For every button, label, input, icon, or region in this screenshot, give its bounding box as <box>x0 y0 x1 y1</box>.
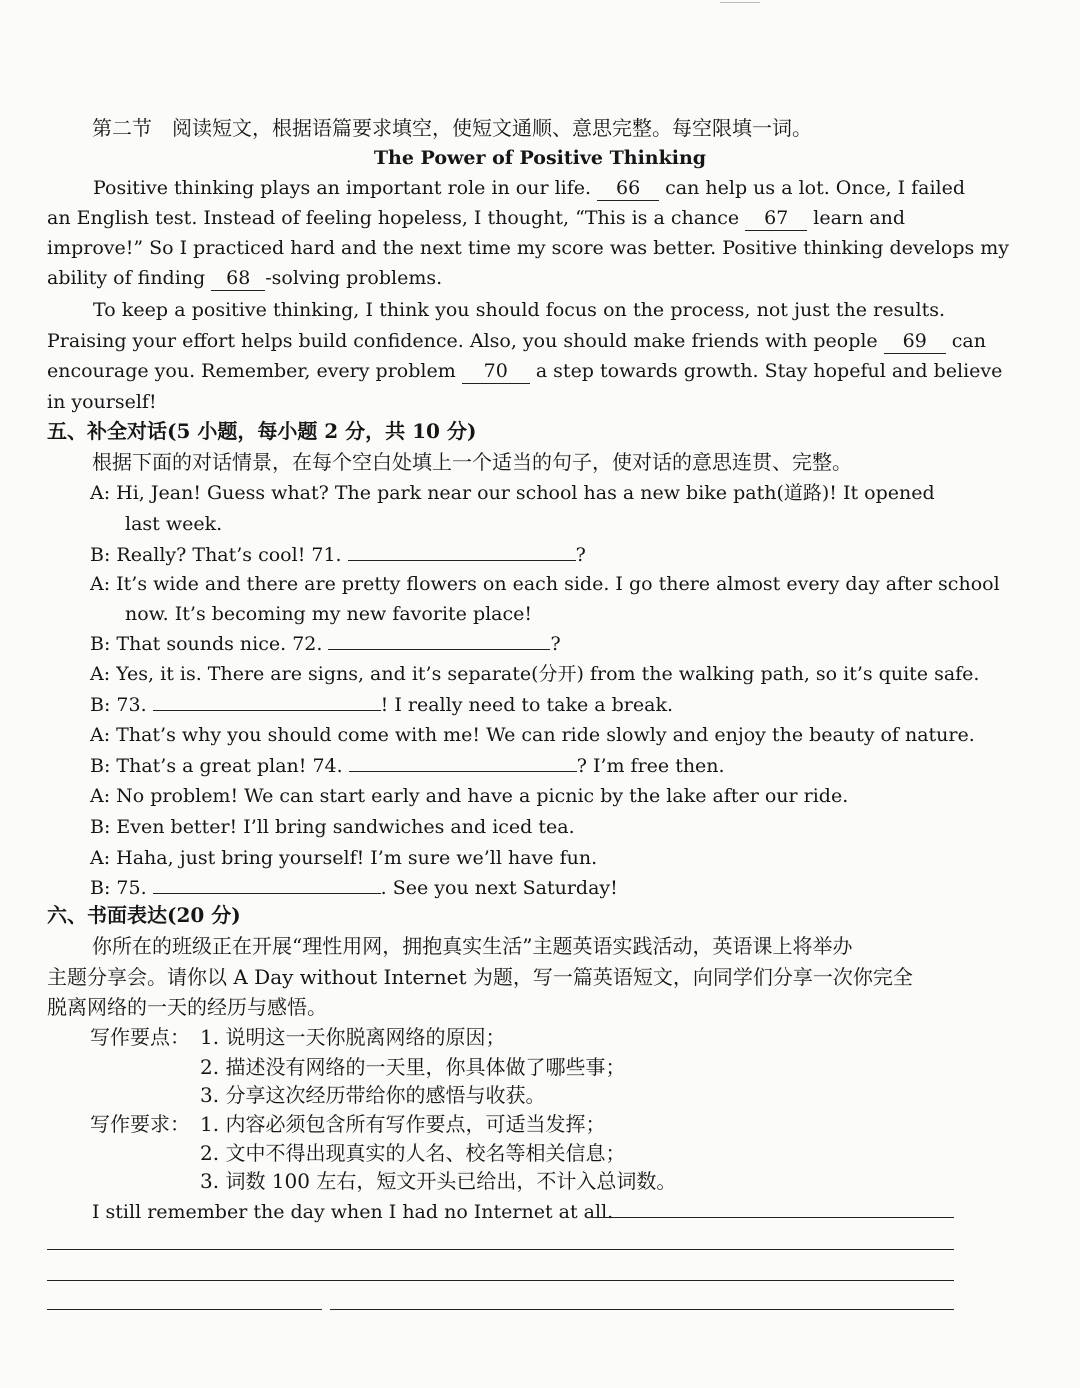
answer-blank-72[interactable] <box>328 649 550 650</box>
writing-point: 3. 分享这次经历带给你的感悟与收获。 <box>200 1083 546 1107</box>
blank-67[interactable]: 67 <box>745 206 807 231</box>
blank-66[interactable]: 66 <box>597 176 659 201</box>
passage-line: To keep a positive thinking, I think you should focus on the process, not just the results. <box>93 299 945 321</box>
passage-line: Positive thinking plays an important role in our life. 66 can help us a lot. Once, I failed <box>93 177 966 199</box>
dialogue-line: A: Haha, just bring yourself! I’m sure we’ll have fun. <box>90 847 598 869</box>
dialogue-line: A: Hi, Jean! Guess what? The park near our school has a new bike path(道路)! It opened <box>90 482 935 504</box>
passage-line: encourage you. Remember, every problem 70 a step towards growth. Stay hopeful and believe <box>47 360 1003 382</box>
passage-line: improve!” So I practiced hard and the next time my score was better. Positive thinking develops my <box>47 237 1010 259</box>
dialogue-line: B: 73. ! I really need to take a break. <box>90 694 674 716</box>
blank-70[interactable]: 70 <box>462 359 530 384</box>
passage-line: in yourself! <box>47 391 157 413</box>
dialogue-line: now. It’s becoming my new favorite place! <box>125 603 533 625</box>
dialogue-line: B: Even better! I’ll bring sandwiches and iced tea. <box>90 816 575 838</box>
scan-mark <box>720 2 760 3</box>
part5-heading: 五、补全对话(5 小题，每小题 2 分，共 10 分) <box>47 419 477 443</box>
part6-intro: 主题分享会。请你以 A Day without Internet 为题，写一篇英语短文，向同学们分享一次你完全 <box>47 965 913 989</box>
dialogue-line: A: No problem! We can start early and have a picnic by the lake after our ride. <box>90 785 849 807</box>
dialogue-line: A: That’s why you should come with me! We can ride slowly and enjoy the beauty of nature. <box>90 724 975 746</box>
blank-69[interactable]: 69 <box>884 329 946 354</box>
blank-68[interactable]: 68 <box>211 266 265 291</box>
answer-blank-73[interactable] <box>153 710 381 711</box>
answer-blank-75[interactable] <box>153 893 381 894</box>
part6-intro: 你所在的班级正在开展“理性用网，拥抱真实生活”主题英语实践活动，英语课上将举办 <box>92 934 853 958</box>
answer-blank-74[interactable] <box>349 771 577 772</box>
dialogue-line: last week. <box>125 513 223 535</box>
writing-points-label: 写作要点： <box>90 1025 190 1049</box>
dialogue-line: B: Really? That’s cool! 71. ? <box>90 544 586 566</box>
writing-line[interactable] <box>47 1309 322 1310</box>
passage-title: The Power of Positive Thinking <box>373 147 707 169</box>
passage-line: ability of finding 68 -solving problems. <box>47 267 443 289</box>
dialogue-line: B: That sounds nice. 72. ? <box>90 633 561 655</box>
writing-line[interactable] <box>592 1217 954 1218</box>
writing-point: 1. 说明这一天你脱离网络的原因； <box>200 1025 506 1049</box>
dialogue-line: B: That’s a great plan! 74. ? I’m free then. <box>90 755 725 777</box>
part6-intro: 脱离网络的一天的经历与感悟。 <box>47 995 327 1019</box>
passage-line: Praising your effort helps build confidence. Also, you should make friends with people 69 can <box>47 330 986 352</box>
dialogue-line: B: 75. . See you next Saturday! <box>90 877 618 899</box>
essay-starter: I still remember the day when I had no Internet at all. <box>92 1201 614 1223</box>
dialogue-line: A: It’s wide and there are pretty flowers on each side. I go there almost every day after school <box>90 573 1000 595</box>
answer-blank-71[interactable] <box>348 560 576 561</box>
passage-line: an English test. Instead of feeling hopeless, I thought, “This is a chance 67 learn and <box>47 207 905 229</box>
dialogue-line: A: Yes, it is. There are signs, and it’s separate(分开) from the walking path, so it’s quite safe. <box>90 663 980 685</box>
part6-heading: 六、书面表达(20 分) <box>47 903 241 927</box>
part5-instruction: 根据下面的对话情景，在每个空白处填上一个适当的句子，使对话的意思连贯、完整。 <box>92 450 852 474</box>
writing-requirement: 1. 内容必须包含所有写作要点，可适当发挥； <box>200 1112 606 1136</box>
writing-line[interactable] <box>330 1309 954 1310</box>
writing-requirement: 2. 文中不得出现真实的人名、校名等相关信息； <box>200 1141 626 1165</box>
writing-requirement: 3. 词数 100 左右，短文开头已给出，不计入总词数。 <box>200 1169 677 1193</box>
writing-point: 2. 描述没有网络的一天里，你具体做了哪些事； <box>200 1055 626 1079</box>
writing-line[interactable] <box>47 1280 954 1281</box>
writing-line[interactable] <box>47 1249 954 1250</box>
writing-requirements-label: 写作要求： <box>90 1112 190 1136</box>
part2-heading: 第二节 阅读短文，根据语篇要求填空，使短文通顺、意思完整。每空限填一词。 <box>92 116 812 140</box>
